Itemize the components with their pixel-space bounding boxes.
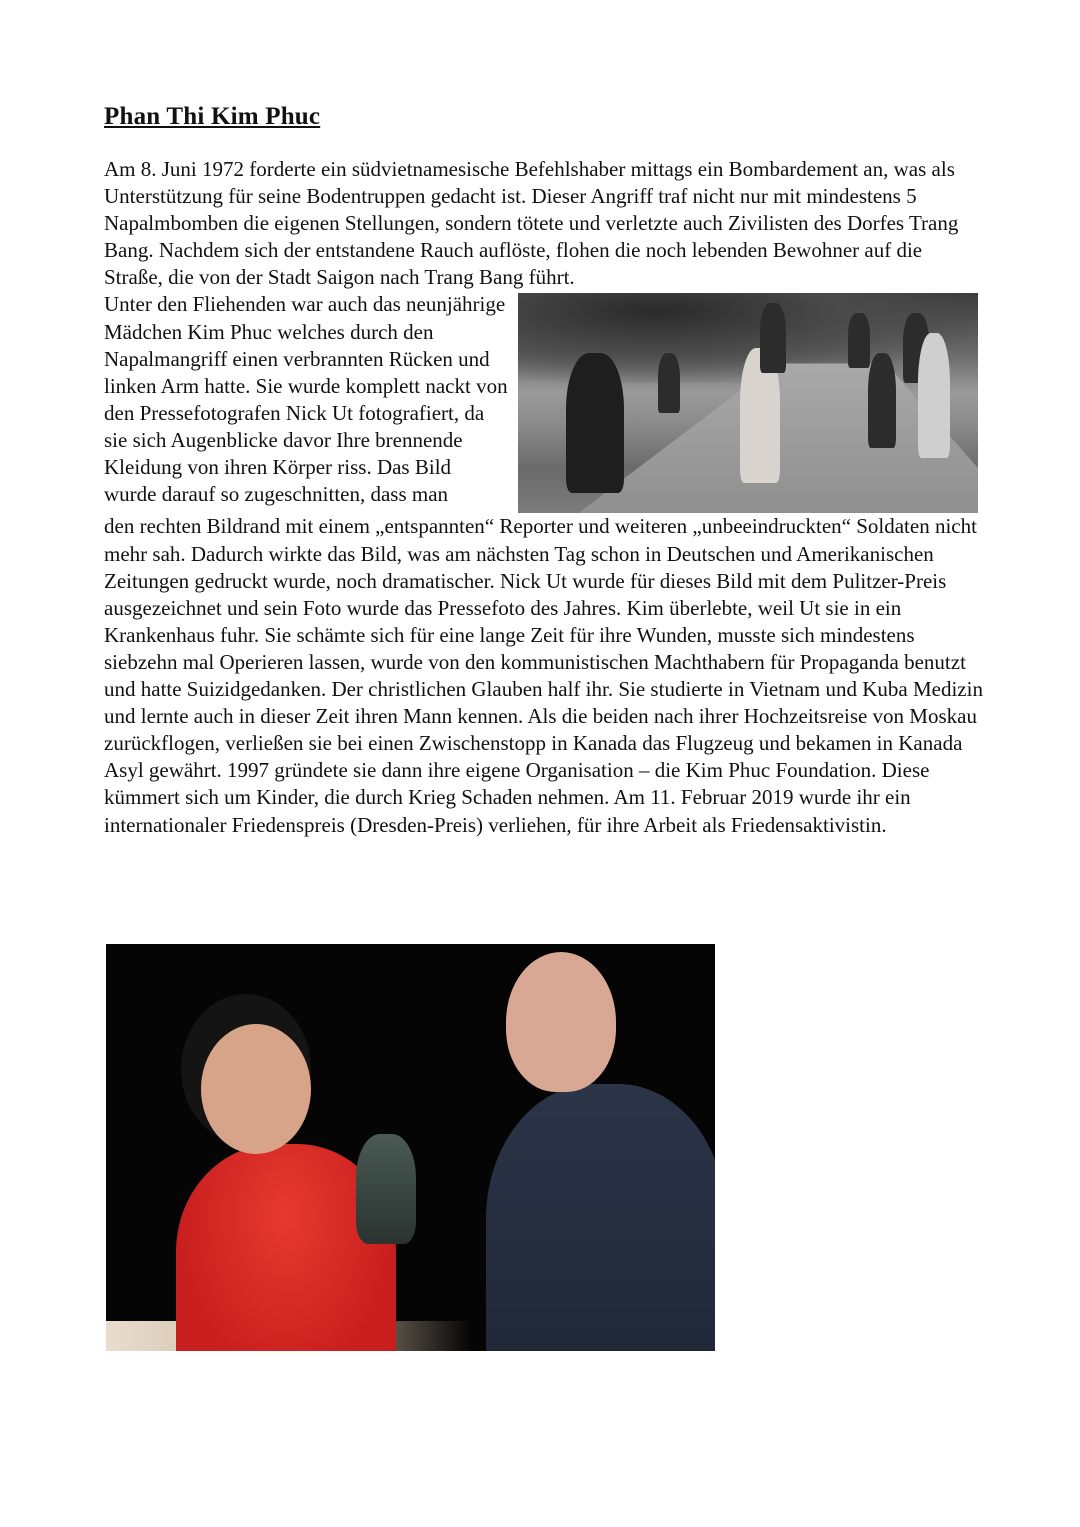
photo-figure-child [658,353,680,413]
photo-figure-soldier-1 [760,303,786,373]
paragraph-wrap: Unter den Fliehenden war auch das neunjährige Mädchen Kim Phuc welches durch den Napalmangriff einen verbrannten Rücken und linken Arm hatte. Sie wurde komplett nackt von den Pressefotografen Nick Ut fotografiert, da sie sich Augenblicke davor Ihre brennende Kleidung von ihren Körper riss. Das Bild wurde darauf so zugeschnitten, dass man [104,292,508,507]
photo-figure-child-3 [918,333,950,458]
document-title: Phan Thi Kim Phuc [104,103,321,130]
photo-figure-boy [566,353,624,493]
photo-man-head [506,952,616,1092]
document-page [104,100,984,839]
napalm-girl-photo [518,293,978,513]
photo-figure-child-2 [868,353,896,448]
photo-man-body [486,1084,715,1351]
photo-figure-soldier-2 [848,313,870,368]
paragraph-rest: den rechten Bildrand mit einem „entspannten“ Reporter und weiteren „unbeeindruckten“ Soldaten nicht mehr sah. Dadurch wirkte das Bild, was am nächsten Tag schon in Deutschen und Amerikanischen Zeitungen gedruckt wurde, noch dramatischer. Nick Ut wurde für dieses Bild mit dem Pulitzer-Preis ausgezeichnet und sein Foto wurde das Pressefoto des Jahres. Kim überlebte, weil Ut sie in ein Krankenhaus fuhr. Sie schämte sich für eine lange Zeit für ihre Wunden, musste sich mindestens siebzehn mal Operieren lassen, wurde von den kommunistischen Machthabern für Propaganda benutzt und hatte Suizidgedanken. Der christlichen Glauben half ihr. Sie studierte in Vietnam und Kuba Medizin und lernte auch in dieser Zeit ihren Mann kennen. Als die beiden nach ihrer Hochzeitsreise von Moskau zurückflogen, verließen sie bei einen Zwischenstopp in Kanada das Flugzeug und bekamen in Kanada Asyl gewährt. 1997 gründete sie dann ihre eigene Organisation – die Kim Phuc Foundation. Diese kümmert sich um Kinder, die durch Krieg Schaden nehmen. Am 11. Februar 2019 wurde ihr ein internationaler Friedenspreis (Dresden-Preis) verliehen, für ihre Arbeit als Friedensaktivistin. [104,514,983,837]
photo-award-statue [356,1134,416,1244]
paragraph-intro: Am 8. Juni 1972 forderte ein südvietnamesische Befehlshaber mittags ein Bombardement an, was als Unterstützung für seine Bodentruppen gedacht ist. Dieser Angriff traf nicht nur mit mindestens 5 Napalmbomben die eigenen Stellungen, sondern tötete und verletzte auch Zivilisten des Dorfes Trang Bang. Nachdem sich der entstandene Rauch auflöste, flohen die noch lebenden Bewohner auf die Straße, die von der Stadt Saigon nach Trang Bang führt. [104,157,959,290]
award-ceremony-photo [106,944,715,1351]
photo-woman-head [201,1024,311,1154]
